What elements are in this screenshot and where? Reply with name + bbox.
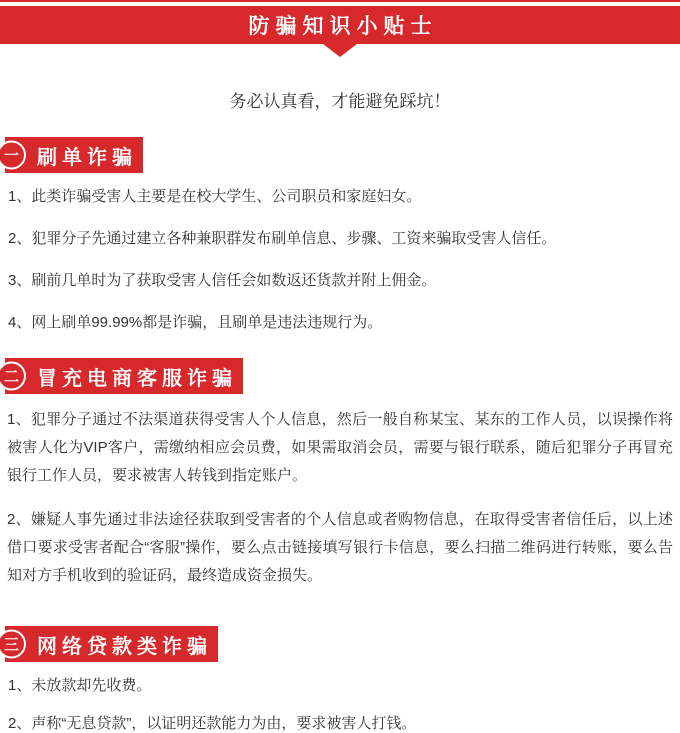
section-header-kefu bbox=[0, 358, 680, 394]
list-item: 1、犯罪分子通过不法渠道获得受害人个人信息，然后一般自称某宝、某东的工作人员，以误操作将被害人化为VIP客户，需缴纳相应会员费，如果需取消会员，需要与银行联系，随后犯罪分子再冒充银行工作人员，要求被害人转钱到指定账户。 bbox=[7, 411, 673, 484]
top-accent-line bbox=[0, 0, 680, 2]
section-number-icon: 二 bbox=[0, 362, 26, 391]
section-title: 冒充电商客服诈骗 bbox=[5, 358, 243, 394]
banner-arrow-icon bbox=[323, 44, 357, 57]
page-subtitle: 务必认真看，才能避免踩坑！ bbox=[229, 92, 451, 111]
section-header-daikuan bbox=[0, 626, 680, 662]
list-item: 1、未放款却先收费。 bbox=[8, 677, 152, 694]
section-item-list bbox=[0, 406, 680, 590]
header-banner bbox=[0, 6, 680, 44]
section-item-list bbox=[0, 187, 680, 332]
list-item: 2、犯罪分子先通过建立各种兼职群发布刷单信息、步骤、工资来骗取受害人信任。 bbox=[8, 230, 557, 247]
section-number-icon: 一 bbox=[0, 141, 26, 170]
list-item: 3、刷前几单时为了获取受害人信任会如数返还货款并附上佣金。 bbox=[8, 272, 437, 289]
section-header-shuadan bbox=[0, 137, 680, 173]
section-title: 刷单诈骗 bbox=[5, 137, 143, 173]
page-title: 防骗知识小贴士 bbox=[248, 15, 438, 38]
list-item: 2、嫌疑人事先通过非法途径获取到受害者的个人信息或者购物信息，在取得受害者信任后，以上述借口要求受害者配合“客服”操作，要么点击链接填写银行卡信息，要么扫描二维码进行转账，要么告知对方手机收到的验证码，最终造成资金损失。 bbox=[7, 511, 673, 584]
section-number-icon: 三 bbox=[0, 630, 26, 659]
list-item: 1、此类诈骗受害人主要是在校大学生、公司职员和家庭妇女。 bbox=[8, 188, 422, 205]
section-item-list bbox=[0, 676, 680, 733]
section-title: 网络贷款类诈骗 bbox=[5, 626, 218, 662]
list-item: 4、网上刷单99.99%都是诈骗，且刷单是违法违规行为。 bbox=[8, 314, 383, 331]
list-item: 2、声称“无息贷款”，以证明还款能力为由，要求被害人打钱。 bbox=[8, 715, 417, 732]
